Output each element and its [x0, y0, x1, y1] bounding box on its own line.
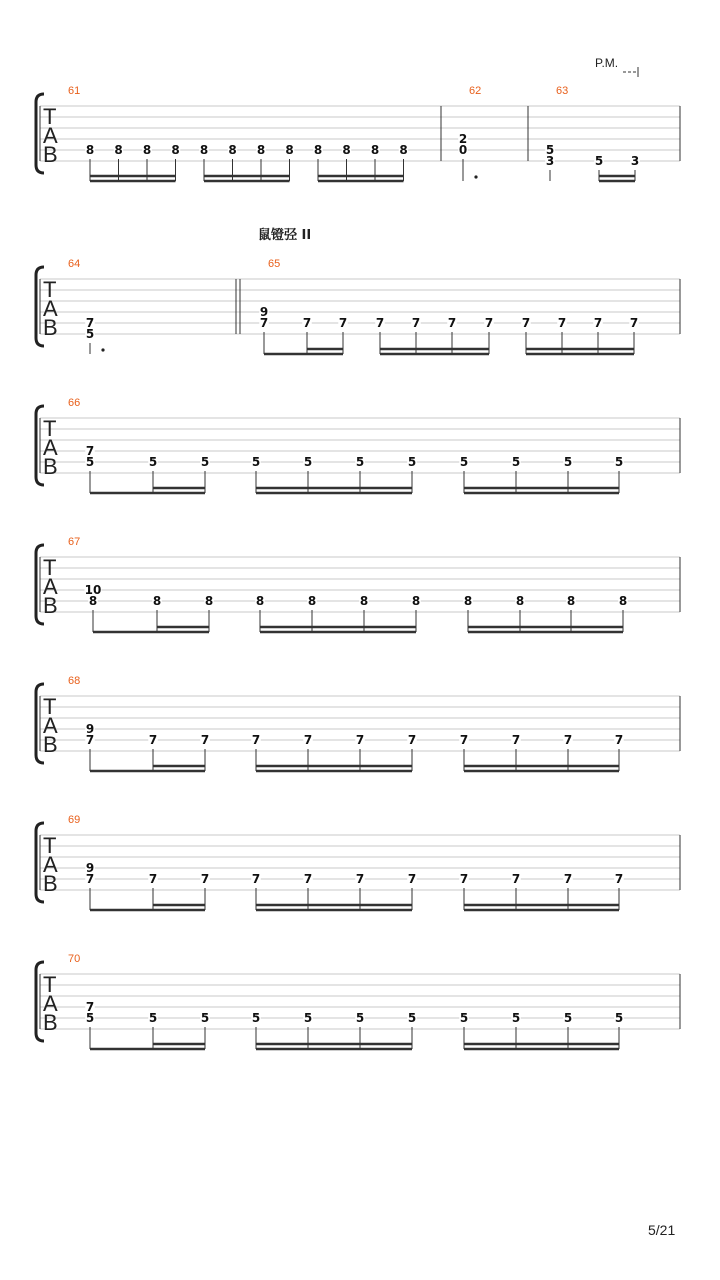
fret-number: 5 [200, 455, 210, 469]
fret-number: 0 [458, 143, 468, 157]
fret-number: 7 [521, 316, 531, 330]
tab-measure [68, 258, 105, 354]
fret-number: 9 [259, 305, 269, 319]
fret-number: 7 [148, 872, 158, 886]
fret-number: 7 [303, 872, 313, 886]
fret-number: 7 [85, 733, 95, 747]
fret-number: 8 [199, 143, 209, 157]
tab-clef-letter: B [43, 593, 58, 618]
fret-number: 7 [375, 316, 385, 330]
fret-number: 7 [355, 733, 365, 747]
rhythm-dot [101, 348, 104, 351]
tab-measure [441, 85, 481, 181]
tab-clef-letter: A [43, 296, 58, 321]
fret-number: 7 [563, 733, 573, 747]
fret-number: 8 [411, 594, 421, 608]
fret-number: 5 [355, 455, 365, 469]
fret-number: 7 [303, 733, 313, 747]
measure-number: 70 [68, 953, 81, 965]
tab-clef-letter: T [43, 555, 57, 580]
fret-number: 5 [511, 455, 521, 469]
tab-measure [68, 397, 624, 493]
fret-number: 5 [407, 455, 417, 469]
fret-number: 5 [614, 1011, 624, 1025]
fret-number: 7 [407, 872, 417, 886]
fret-number: 5 [303, 455, 313, 469]
fret-number: 7 [302, 316, 312, 330]
tab-measure [68, 85, 408, 181]
fret-number: 9 [85, 861, 95, 875]
tab-clef-letter: T [43, 833, 57, 858]
fret-number: 7 [459, 733, 469, 747]
fret-number: 5 [303, 1011, 313, 1025]
fret-number: 7 [251, 872, 261, 886]
tab-clef-letter: T [43, 694, 57, 719]
tab-clef-letter: T [43, 277, 57, 302]
fret-number: 8 [618, 594, 628, 608]
fret-number: 8 [204, 594, 214, 608]
fret-number: 5 [148, 455, 158, 469]
tab-clef-letter: T [43, 104, 57, 129]
tab-system [36, 814, 680, 910]
fret-number: 7 [338, 316, 348, 330]
fret-number: 5 [459, 1011, 469, 1025]
tab-clef-letter: A [43, 435, 58, 460]
fret-number: 5 [355, 1011, 365, 1025]
fret-number: 2 [458, 132, 468, 146]
page-number: 5/21 [648, 1222, 676, 1238]
fret-number: 5 [545, 143, 555, 157]
fret-number: 7 [511, 733, 521, 747]
fret-number: 9 [85, 722, 95, 736]
fret-number: 7 [411, 316, 421, 330]
fret-number: 3 [630, 154, 640, 168]
fret-number: 5 [200, 1011, 210, 1025]
tab-measure [68, 814, 624, 910]
tab-clef-letter: T [43, 972, 57, 997]
tab-clef-letter: B [43, 142, 58, 167]
fret-number: 10 [84, 583, 102, 597]
fret-number: 7 [85, 1000, 95, 1014]
measure-number: 61 [68, 85, 81, 97]
fret-number: 5 [407, 1011, 417, 1025]
tab-clef-letter: B [43, 1010, 58, 1035]
tab-clef-letter: B [43, 454, 58, 479]
fret-number: 8 [171, 143, 180, 157]
fret-number: 8 [88, 594, 98, 608]
fret-number: 5 [511, 1011, 521, 1025]
fret-number: 5 [614, 455, 624, 469]
fret-number: 7 [563, 872, 573, 886]
palm-mute-annotation [595, 56, 638, 77]
fret-number: 7 [484, 316, 494, 330]
fret-number: 5 [594, 154, 604, 168]
fret-number: 5 [85, 327, 95, 341]
palm-mute-label: P.M. [595, 56, 619, 70]
tab-clef-letter: A [43, 991, 58, 1016]
tab-clef-letter: A [43, 852, 58, 877]
tab-system [36, 675, 680, 771]
fret-number: 8 [399, 143, 408, 157]
measure-number: 62 [469, 85, 482, 97]
tab-system [36, 536, 680, 632]
tab-measure [528, 85, 640, 181]
measure-number: 65 [268, 258, 281, 270]
fret-number: 7 [200, 872, 210, 886]
fret-number: 8 [85, 143, 95, 157]
tab-system [36, 85, 680, 181]
tab-system [36, 258, 680, 354]
tab-clef-letter: B [43, 871, 58, 896]
fret-number: 7 [85, 444, 95, 458]
fret-number: 5 [85, 455, 95, 469]
fret-number: 7 [614, 872, 624, 886]
rhythm-dot [474, 175, 477, 178]
fret-number: 7 [614, 733, 624, 747]
fret-number: 5 [563, 1011, 573, 1025]
fret-number: 5 [459, 455, 469, 469]
fret-number: 8 [307, 594, 317, 608]
measure-number: 63 [556, 85, 569, 97]
fret-number: 7 [629, 316, 639, 330]
tab-clef-letter: B [43, 315, 58, 340]
fret-number: 7 [557, 316, 567, 330]
fret-number: 8 [313, 143, 323, 157]
fret-number: 8 [515, 594, 525, 608]
fret-number: 7 [511, 872, 521, 886]
tab-clef-letter: A [43, 574, 58, 599]
fret-number: 7 [593, 316, 603, 330]
tab-clef-letter: B [43, 732, 58, 757]
fret-number: 5 [148, 1011, 158, 1025]
fret-number: 7 [251, 733, 261, 747]
fret-number: 8 [566, 594, 576, 608]
fret-number: 7 [85, 872, 95, 886]
section-label: 鼠镫弪 II [258, 228, 312, 243]
fret-number: 8 [142, 143, 152, 157]
fret-number: 8 [255, 594, 265, 608]
fret-number: 7 [259, 316, 269, 330]
tab-system [36, 397, 680, 493]
tab-clef-letter: A [43, 713, 58, 738]
fret-number: 7 [407, 733, 417, 747]
fret-number: 8 [152, 594, 162, 608]
fret-number: 7 [355, 872, 365, 886]
fret-number: 7 [85, 316, 95, 330]
measure-number: 69 [68, 814, 81, 826]
fret-number: 5 [85, 1011, 95, 1025]
measure-number: 64 [68, 258, 81, 270]
tab-clef-letter: A [43, 123, 58, 148]
measure-number: 68 [68, 675, 81, 687]
fret-number: 8 [256, 143, 266, 157]
fret-number: 7 [447, 316, 457, 330]
tab-measure [68, 953, 624, 1049]
fret-number: 5 [251, 455, 261, 469]
systems-layer [36, 85, 680, 1049]
tab-measure [68, 675, 624, 771]
fret-number: 7 [459, 872, 469, 886]
tab-clef-letter: T [43, 416, 57, 441]
tab-system [36, 953, 680, 1049]
fret-number: 8 [463, 594, 473, 608]
fret-number: 8 [228, 143, 237, 157]
fret-number: 8 [359, 594, 369, 608]
fret-number: 5 [251, 1011, 261, 1025]
fret-number: 7 [148, 733, 158, 747]
tab-measure [236, 258, 639, 354]
fret-number: 8 [114, 143, 123, 157]
fret-number: 3 [545, 154, 555, 168]
fret-number: 7 [200, 733, 210, 747]
fret-number: 8 [342, 143, 351, 157]
measure-number: 67 [68, 536, 81, 548]
fret-number: 5 [563, 455, 573, 469]
tab-measure [68, 536, 628, 632]
fret-number: 8 [370, 143, 380, 157]
measure-number: 66 [68, 397, 81, 409]
fret-number: 8 [285, 143, 294, 157]
